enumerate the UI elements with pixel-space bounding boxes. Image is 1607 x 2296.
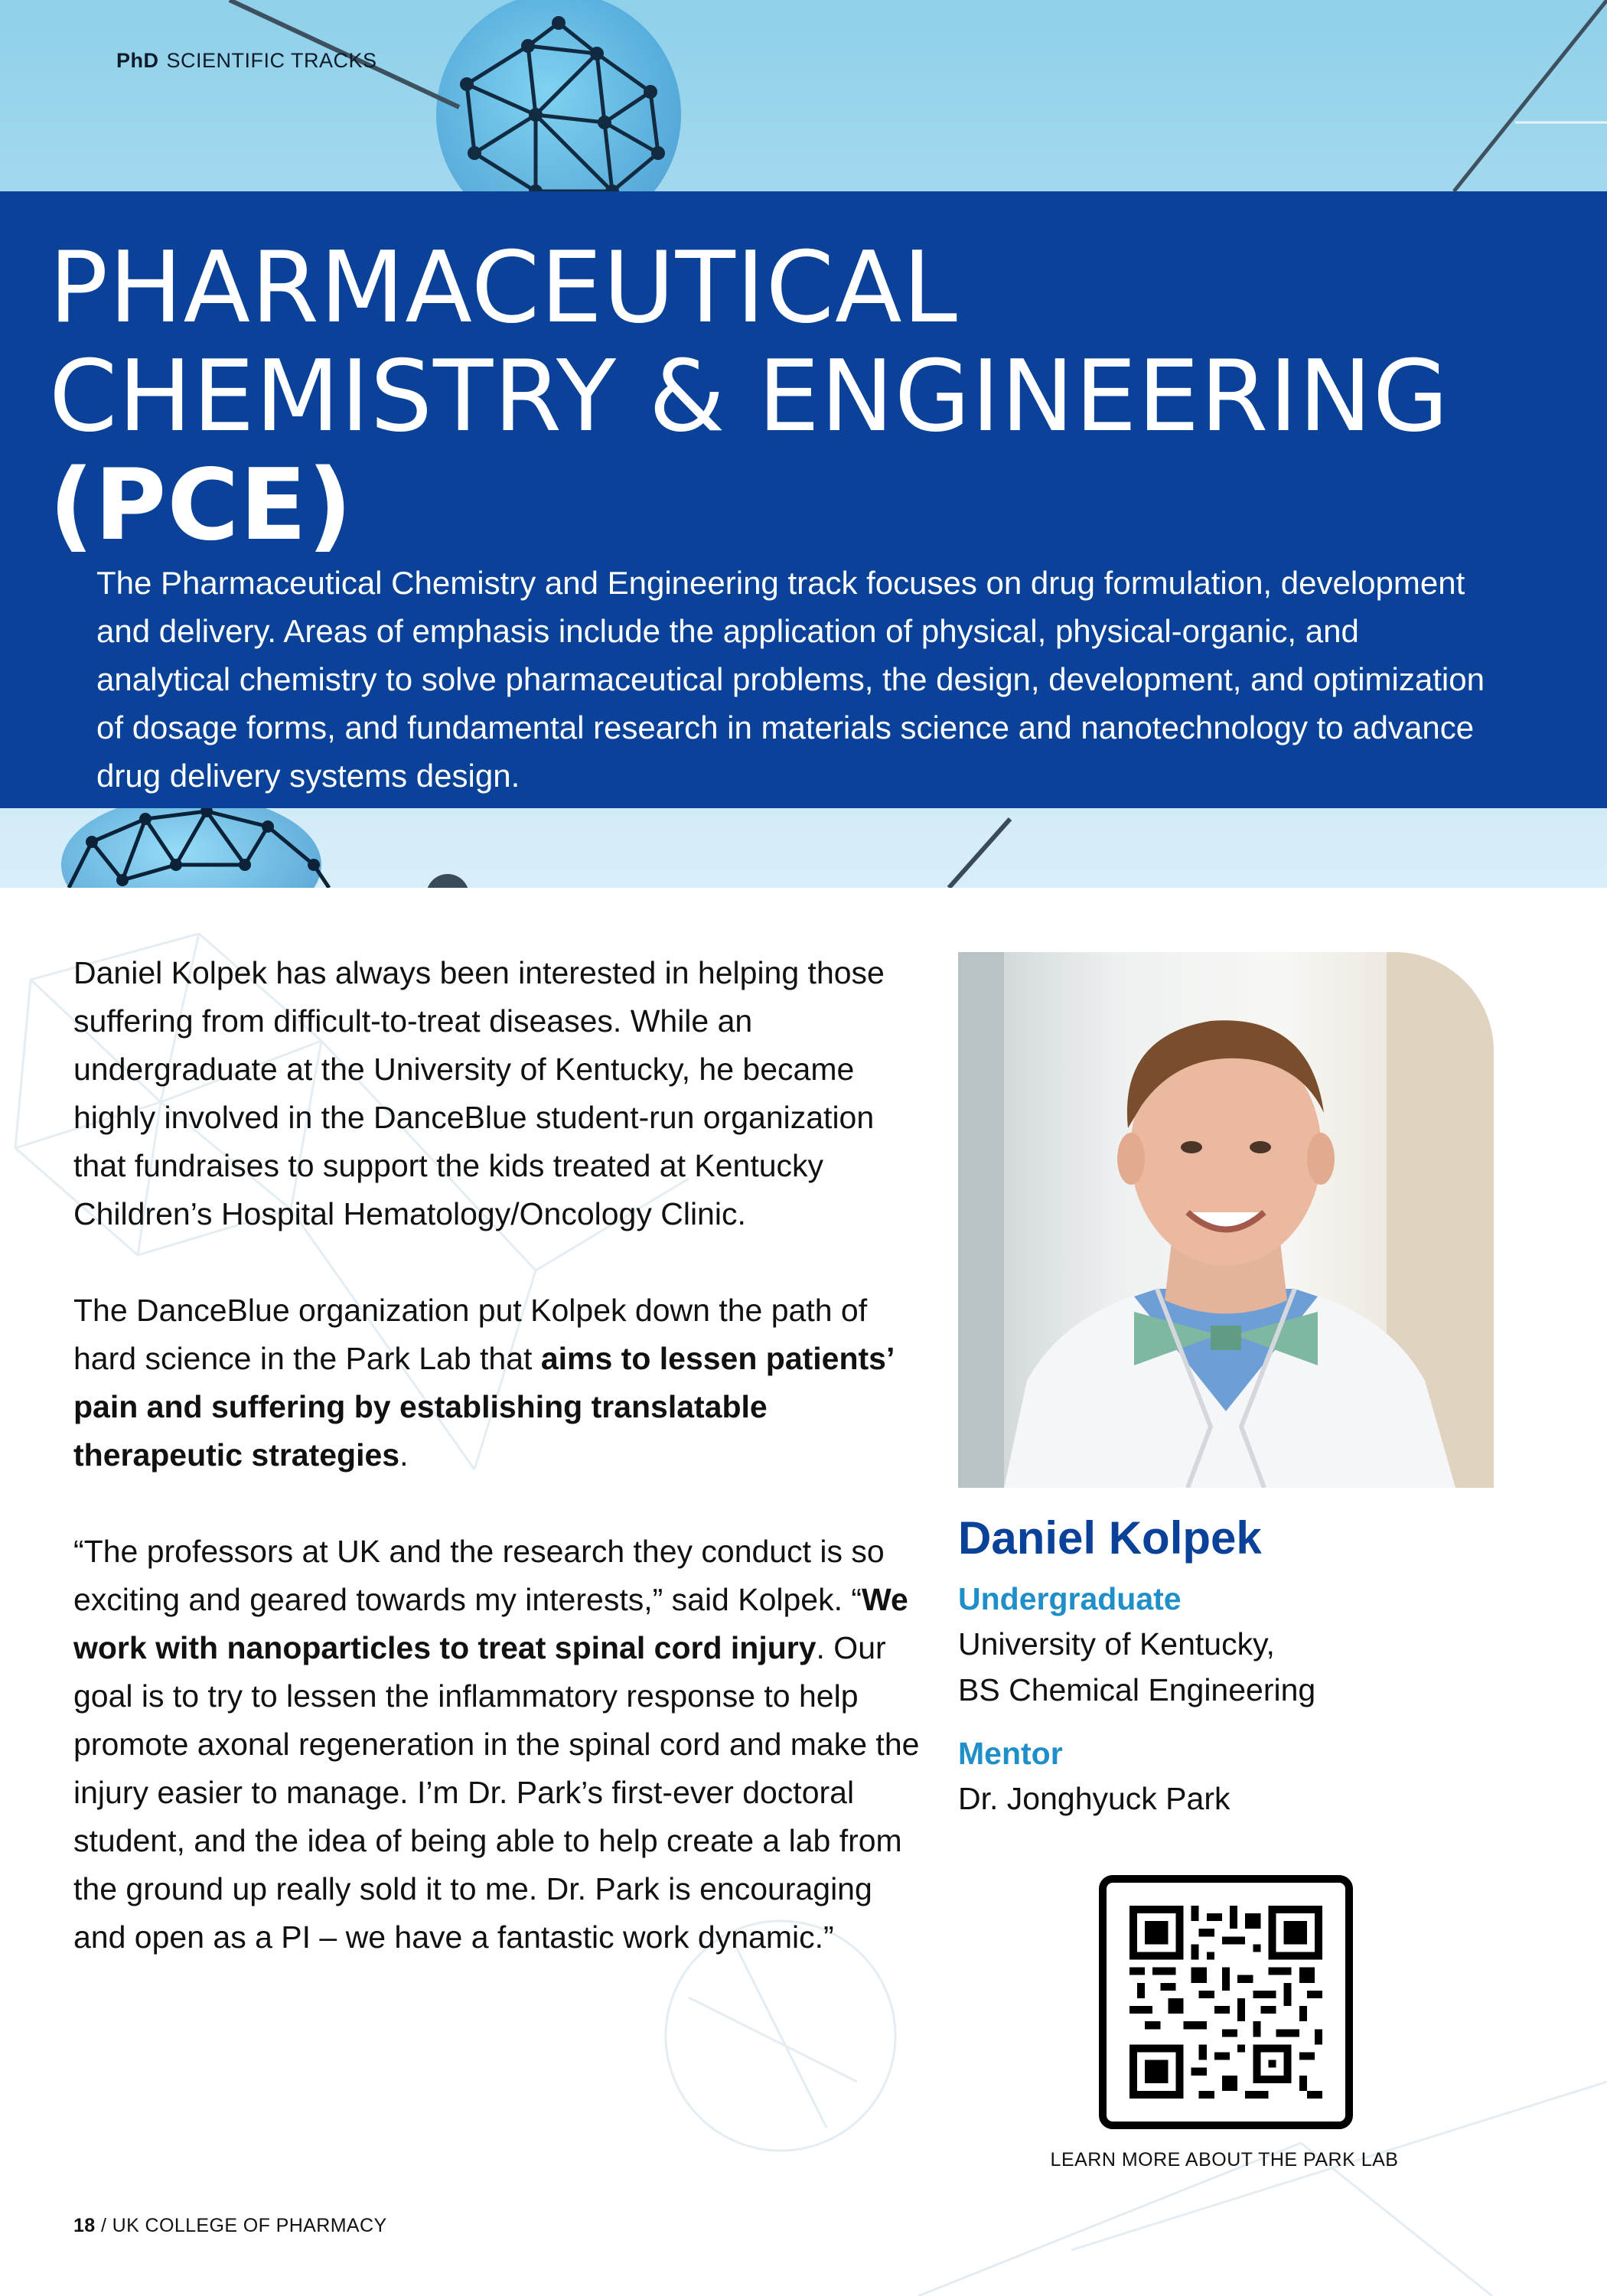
footer-text: / UK COLLEGE OF PHARMACY [95, 2215, 387, 2236]
title-line-2: CHEMISTRY & ENGINEERING [49, 340, 1449, 454]
kicker-phd: PhD [116, 49, 159, 72]
profile-name: Daniel Kolpek [958, 1512, 1262, 1564]
profile-status-label: Undergraduate [958, 1581, 1182, 1616]
title-abbreviation: (PCE) [49, 448, 354, 563]
track-intro: The Pharmaceutical Chemistry and Engineering track focuses on drug formulation, development and delivery. Areas of emphasis include the application of physical, physical-organic, and analytical chemistry to solve pharmaceutical problems, the design, development, and optimization of dosage forms, and fundamental research in materials science and nanotechnology to advance drug delivery systems design. [96, 565, 1485, 794]
section-kicker [116, 49, 377, 73]
paragraph-2 [73, 1287, 923, 1479]
paragraph-3-text: “The professors at UK and the research they conduct is so exciting and geared towards my interests,” said Kolpek. “ [73, 1534, 885, 1617]
profile-degree: BS Chemical Engineering [958, 1672, 1316, 1707]
profile-card [958, 1508, 1570, 1821]
paragraph-2-text: The DanceBlue organization put Kolpek down the path of hard science in the Park Lab that [73, 1293, 868, 1376]
profile-mentor: Dr. Jonghyuck Park [958, 1781, 1231, 1816]
article-body [73, 949, 923, 2010]
qr-code-icon [1129, 1906, 1322, 2099]
portrait-icon [958, 952, 1494, 1488]
profile-mentor-label: Mentor [958, 1736, 1063, 1771]
profile-school: University of Kentucky, [958, 1626, 1275, 1662]
qr-caption: LEARN MORE ABOUT THE PARK LAB [1050, 2149, 1399, 2170]
paragraph-2-end: . [399, 1437, 409, 1473]
paragraph-1: Daniel Kolpek has always been interested in helping those suffering from difficult-to-treat diseases. While an undergraduate at the University of Kentucky, he became highly involved in the DanceBlue student-run organization that fundraises to support the kids treated at Kentucky Children’s Hospital Hematology/Oncology Clinic. [73, 955, 885, 1231]
park-lab-qr-code[interactable] [1099, 1875, 1353, 2129]
page-footer [73, 2215, 387, 2237]
paragraph-3-end: . Our goal is to try to lessen the inflammatory response to help promote axonal regeneration in the spinal cord and make the injury easier to manage. I’m Dr. Park’s first-ever doctoral student, and the idea of being able to help create a lab from the ground up really sold it to me. Dr. Park is encouraging and open as a PI – we have a fantastic work dynamic.” [73, 1630, 920, 1955]
paragraph-3-highlight: We work with nanoparticles to treat spinal cord injury [73, 1582, 908, 1665]
profile-photo [958, 952, 1494, 1488]
kicker-text: SCIENTIFIC TRACKS [166, 49, 377, 72]
page-number: 18 [73, 2215, 96, 2236]
title-line-1: PHARMACEUTICAL [49, 231, 958, 345]
paragraph-3 [73, 1528, 923, 1962]
page-title [49, 231, 1564, 563]
paragraph-2-highlight: aims to lessen patients’ pain and suffering by establishing translatable therapeutic strategies [73, 1341, 894, 1473]
